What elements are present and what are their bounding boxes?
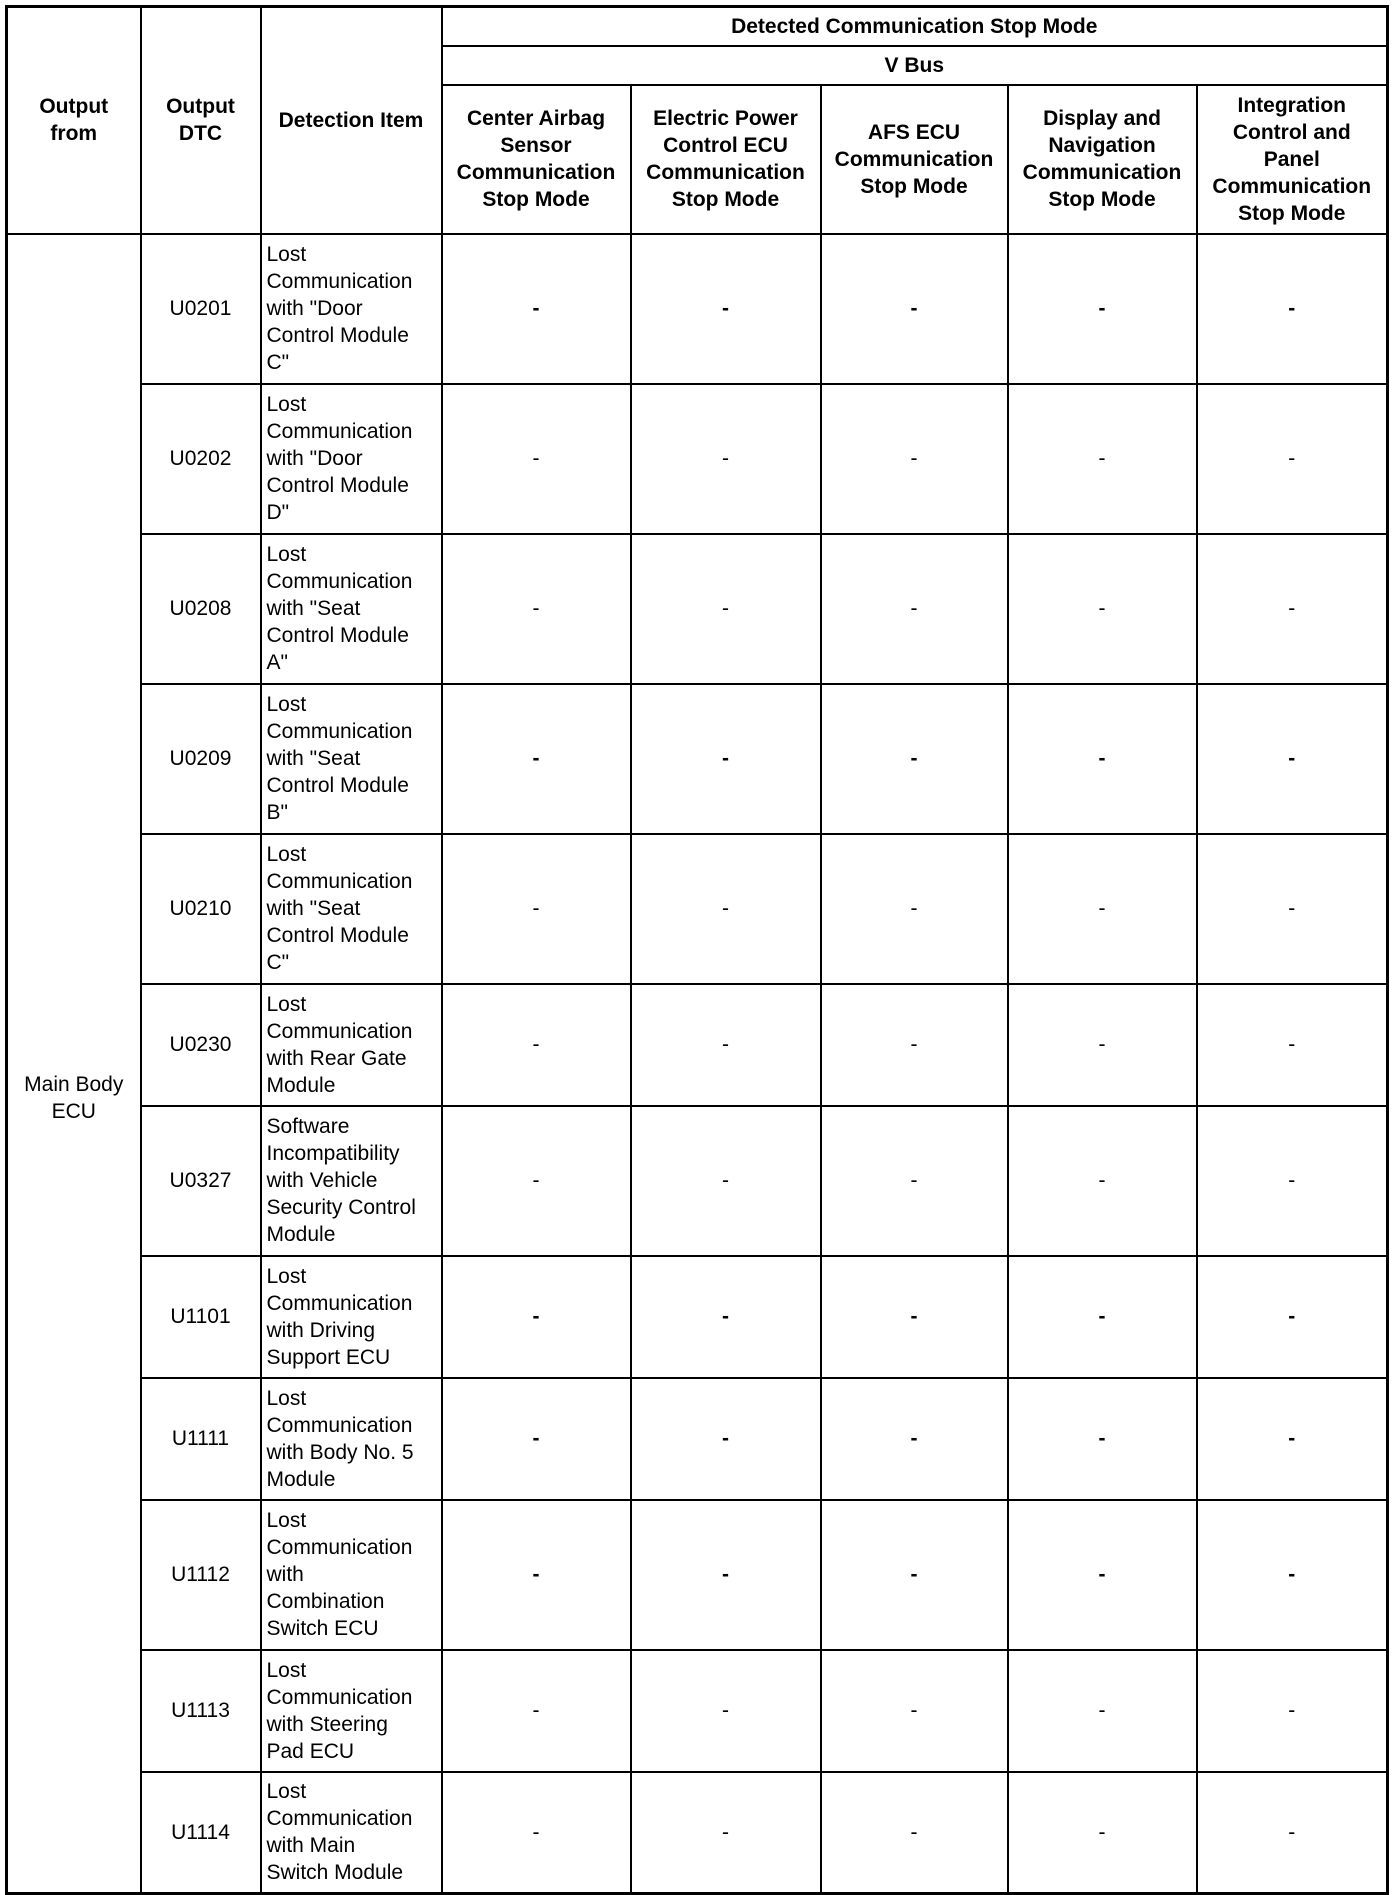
mode-value-cell: - [631, 384, 821, 534]
mode-value-cell: - [1008, 234, 1197, 384]
dtc-code-cell: U1112 [141, 1500, 261, 1650]
dtc-code-cell: U1113 [141, 1650, 261, 1772]
dtc-code-cell: U0230 [141, 984, 261, 1106]
header-output-dtc: Output DTC [141, 7, 261, 234]
mode-value-cell: - [631, 684, 821, 834]
detection-item-cell: Lost Communication with Main Switch Module [261, 1772, 442, 1894]
mode-value-cell: - [821, 1256, 1008, 1378]
mode-value-cell: - [1008, 1772, 1197, 1894]
dtc-code-cell: U0202 [141, 384, 261, 534]
table-row [7, 984, 1388, 1106]
mode-value-cell: - [821, 1650, 1008, 1772]
header-mode-center-airbag: Center Airbag Sensor Communication Stop Mode [442, 85, 631, 234]
table-row [7, 1772, 1388, 1894]
mode-value-cell: - [821, 684, 1008, 834]
mode-value-cell: - [631, 1650, 821, 1772]
mode-value-cell: - [1197, 234, 1388, 384]
mode-value-cell: - [631, 1772, 821, 1894]
mode-value-cell: - [821, 1772, 1008, 1894]
mode-value-cell: - [442, 984, 631, 1106]
dtc-table [5, 5, 1389, 1895]
mode-value-cell: - [1008, 384, 1197, 534]
mode-value-cell: - [1197, 834, 1388, 984]
mode-value-cell: - [442, 1106, 631, 1256]
mode-value-cell: - [1008, 534, 1197, 684]
mode-value-cell: - [631, 534, 821, 684]
detection-item-cell: Lost Communication with Combination Switch ECU [261, 1500, 442, 1650]
mode-value-cell: - [821, 1500, 1008, 1650]
mode-value-cell: - [1197, 1650, 1388, 1772]
mode-value-cell: - [1008, 984, 1197, 1106]
mode-value-cell: - [1008, 684, 1197, 834]
mode-value-cell: - [442, 684, 631, 834]
header-mode-integration-control: Integration Control and Panel Communication Stop Mode [1197, 85, 1388, 234]
table-row [7, 834, 1388, 984]
mode-value-cell: - [442, 1378, 631, 1500]
mode-value-cell: - [1008, 1256, 1197, 1378]
table-row [7, 384, 1388, 534]
detection-item-cell: Lost Communication with "Seat Control Module A" [261, 534, 442, 684]
table-row [7, 1500, 1388, 1650]
mode-value-cell: - [1008, 1106, 1197, 1256]
mode-value-cell: - [1197, 1256, 1388, 1378]
mode-value-cell: - [631, 234, 821, 384]
mode-value-cell: - [1197, 534, 1388, 684]
header-detection-item: Detection Item [261, 7, 442, 234]
mode-value-cell: - [1008, 1650, 1197, 1772]
mode-value-cell: - [631, 984, 821, 1106]
detection-item-cell: Lost Communication with "Door Control Module D" [261, 384, 442, 534]
detection-item-cell: Lost Communication with Rear Gate Module [261, 984, 442, 1106]
header-v-bus: V Bus [442, 46, 1388, 85]
mode-value-cell: - [821, 834, 1008, 984]
mode-value-cell: - [1008, 1378, 1197, 1500]
detection-item-cell: Lost Communication with "Seat Control Module B" [261, 684, 442, 834]
table-row [7, 1650, 1388, 1772]
dtc-code-cell: U1114 [141, 1772, 261, 1894]
mode-value-cell: - [1197, 384, 1388, 534]
mode-value-cell: - [442, 1256, 631, 1378]
table-row [7, 534, 1388, 684]
mode-value-cell: - [821, 534, 1008, 684]
mode-value-cell: - [1197, 1772, 1388, 1894]
header-mode-electric-power: Electric Power Control ECU Communication Stop Mode [631, 85, 821, 234]
mode-value-cell: - [631, 1106, 821, 1256]
detection-item-cell: Lost Communication with Body No. 5 Module [261, 1378, 442, 1500]
mode-value-cell: - [631, 1378, 821, 1500]
mode-value-cell: - [1197, 1378, 1388, 1500]
mode-value-cell: - [442, 834, 631, 984]
dtc-code-cell: U0209 [141, 684, 261, 834]
mode-value-cell: - [1008, 1500, 1197, 1650]
mode-value-cell: - [442, 1772, 631, 1894]
mode-value-cell: - [821, 984, 1008, 1106]
detection-item-cell: Lost Communication with "Door Control Module C" [261, 234, 442, 384]
mode-value-cell: - [631, 1500, 821, 1650]
detection-item-cell: Software Incompatibility with Vehicle Security Control Module [261, 1106, 442, 1256]
mode-value-cell: - [442, 384, 631, 534]
mode-value-cell: - [631, 1256, 821, 1378]
dtc-code-cell: U0210 [141, 834, 261, 984]
table-row [7, 1256, 1388, 1378]
detection-item-cell: Lost Communication with Driving Support ECU [261, 1256, 442, 1378]
mode-value-cell: - [821, 384, 1008, 534]
mode-value-cell: - [1197, 684, 1388, 834]
mode-value-cell: - [442, 1650, 631, 1772]
table-row [7, 1378, 1388, 1500]
mode-value-cell: - [821, 234, 1008, 384]
header-output-from: Output from [7, 7, 141, 234]
header-detected-communication-stop-mode: Detected Communication Stop Mode [442, 7, 1388, 46]
mode-value-cell: - [442, 534, 631, 684]
table-row [7, 234, 1388, 384]
mode-value-cell: - [1008, 834, 1197, 984]
dtc-code-cell: U1101 [141, 1256, 261, 1378]
mode-value-cell: - [821, 1106, 1008, 1256]
detection-item-cell: Lost Communication with "Seat Control Module C" [261, 834, 442, 984]
dtc-code-cell: U1111 [141, 1378, 261, 1500]
mode-value-cell: - [1197, 984, 1388, 1106]
detection-item-cell: Lost Communication with Steering Pad ECU [261, 1650, 442, 1772]
dtc-code-cell: U0208 [141, 534, 261, 684]
mode-value-cell: - [631, 834, 821, 984]
table-body [7, 234, 1388, 1894]
header-mode-display-navigation: Display and Navigation Communication Stop Mode [1008, 85, 1197, 234]
dtc-code-cell: U0327 [141, 1106, 261, 1256]
dtc-code-cell: U0201 [141, 234, 261, 384]
mode-value-cell: - [1197, 1106, 1388, 1256]
mode-value-cell: - [442, 1500, 631, 1650]
table-row [7, 1106, 1388, 1256]
table-row [7, 684, 1388, 834]
header-mode-afs-ecu: AFS ECU Communication Stop Mode [821, 85, 1008, 234]
output-from-cell: Main Body ECU [7, 234, 141, 1894]
mode-value-cell: - [821, 1378, 1008, 1500]
mode-value-cell: - [442, 234, 631, 384]
mode-value-cell: - [1197, 1500, 1388, 1650]
